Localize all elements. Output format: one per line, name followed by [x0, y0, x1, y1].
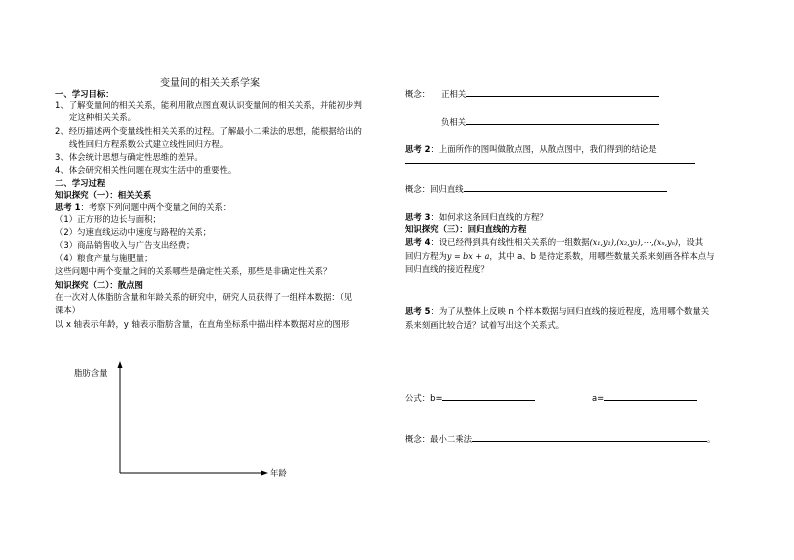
concept-regression-row [405, 183, 667, 194]
inquiry-3-heading: 知识探究（三）：回归直线的方程 [405, 224, 527, 234]
item-1: （1）正方形的边长与面积； [55, 214, 161, 224]
inquiry-2-heading: 知识探究（二）：散点图 [55, 280, 143, 290]
item-3: （3）商品销售收入与广告支出经费； [55, 240, 195, 250]
regression-equation: y = bx + a [446, 252, 490, 261]
positive-correlation-label: 正相关 [441, 89, 467, 99]
think-5-line-2: 系来刻画比较合适？试着写出这个关系式。 [405, 320, 565, 330]
think-2 [405, 144, 657, 154]
formula-b-label: 公式：b= [405, 393, 443, 403]
formula-a-blank[interactable] [604, 392, 697, 401]
section-heading-goals: 一、学习目标： [55, 89, 114, 99]
regression-line-blank[interactable] [464, 183, 667, 192]
section-heading-process: 二、学习过程 [55, 178, 106, 188]
x-axis-arrow [261, 471, 268, 476]
goal-1-line-1: 1、了解变量间的相关关系，能利用散点图直观认识变量间的相关关系，并能初步判 [55, 100, 362, 110]
think-3-label: 思考 3 [405, 212, 431, 222]
think-4-label: 思考 4 [405, 237, 431, 247]
coordinate-axes [100, 355, 300, 485]
data-points-formula: (x₁,y₁),(x₂,y₂),⋯,(xₙ,yₙ) [589, 238, 679, 247]
think-2-text: ：上面所作的图叫做散点图，从散点图中，我们得到的结论是 [430, 144, 657, 154]
goal-4: 4、体会研究相关性问题在现实生活中的重要性。 [55, 165, 237, 175]
paragraph-2: 以 x 轴表示年龄，y 轴表示脂肪含量，在直角坐标系中描出样本数据对应的图形 [55, 319, 350, 329]
item-4: （4）粮食产量与施肥量； [55, 253, 153, 263]
think-4-text-c: 回归方程为 [405, 251, 447, 261]
goal-1-line-2: 定这种相关关系。 [69, 112, 136, 122]
item-2: （2）匀速直线运动中速度与路程的关系； [55, 227, 212, 237]
goal-2-line-1: 2、经历描述两个变量线性相关关系的过程。了解最小二乘法的思想，能根据给出的 [55, 126, 362, 136]
goal-3: 3、体会统计思想与确定性思维的差异。 [55, 152, 203, 162]
y-axis-arrow [118, 361, 123, 368]
think-1 [55, 202, 231, 212]
least-squares-blank[interactable] [472, 433, 707, 442]
think-4-text-d: ，其中 a、b 是待定系数，用哪些数量关系来刻画各样本点与 [489, 251, 715, 261]
inquiry-1-heading: 知识探究（一）：相关关系 [55, 190, 152, 200]
think-2-answer-blank[interactable] [405, 155, 695, 164]
positive-correlation-blank[interactable] [466, 88, 659, 97]
think-2-label: 思考 2 [405, 144, 431, 154]
think-1-label: 思考 1 [55, 202, 81, 212]
least-squares-concept: 概念：最小二乘法 [405, 434, 472, 444]
negative-correlation-label: 负相关 [441, 117, 467, 127]
regression-line-concept: 概念：回归直线 [405, 184, 464, 194]
concept-label: 概念： [405, 89, 431, 99]
paragraph-1-line-1: 在一次对人体脂肪含量和年龄关系的研究中，研究人员获得了一组样本数据：（见 [55, 292, 353, 302]
concept-negative-row [441, 116, 659, 127]
formula-b-blank[interactable] [442, 392, 535, 401]
goal-2-line-2: 线性回归方程系数公式建立线性回归方程。 [69, 139, 229, 149]
think-4-line-1 [405, 237, 703, 248]
concept-positive-row [405, 88, 659, 99]
x-axis-label: 年龄 [270, 468, 287, 478]
think-3-text: ：如何求这条回归直线的方程？ [430, 212, 548, 222]
question-1: 这些问题中两个变量之间的关系哪些是确定性关系，那些是非确定性关系？ [55, 266, 332, 276]
negative-correlation-blank[interactable] [466, 116, 659, 125]
think-5-text-a: ：为了从整体上反映 n 个样本数据与回归直线的接近程度，选用哪个数量关 [430, 306, 710, 316]
y-axis-label: 脂肪含量 [74, 368, 108, 378]
think-5-line-1 [405, 306, 709, 316]
page-title: 变量间的相关关系学案 [160, 78, 260, 89]
think-3 [405, 212, 548, 222]
think-4-line-2 [405, 251, 715, 262]
think-1-text: ：考察下列问题中两个变量之间的关系： [80, 202, 232, 212]
formula-a-label: a= [592, 393, 605, 403]
concept-least-squares-row [405, 433, 715, 444]
think-4-text-a: ：设已经得到具有线性相关关系的一组数据 [430, 237, 590, 247]
paragraph-1-line-2: 课本） [55, 305, 81, 315]
formula-b-row [405, 392, 535, 403]
think-4-line-3: 回归直线的接近程度？ [405, 264, 489, 274]
think-4-text-b: ，设其 [678, 237, 704, 247]
formula-a-row [592, 392, 697, 403]
least-squares-period: 。 [707, 434, 716, 444]
think-5-label: 思考 5 [405, 306, 431, 316]
